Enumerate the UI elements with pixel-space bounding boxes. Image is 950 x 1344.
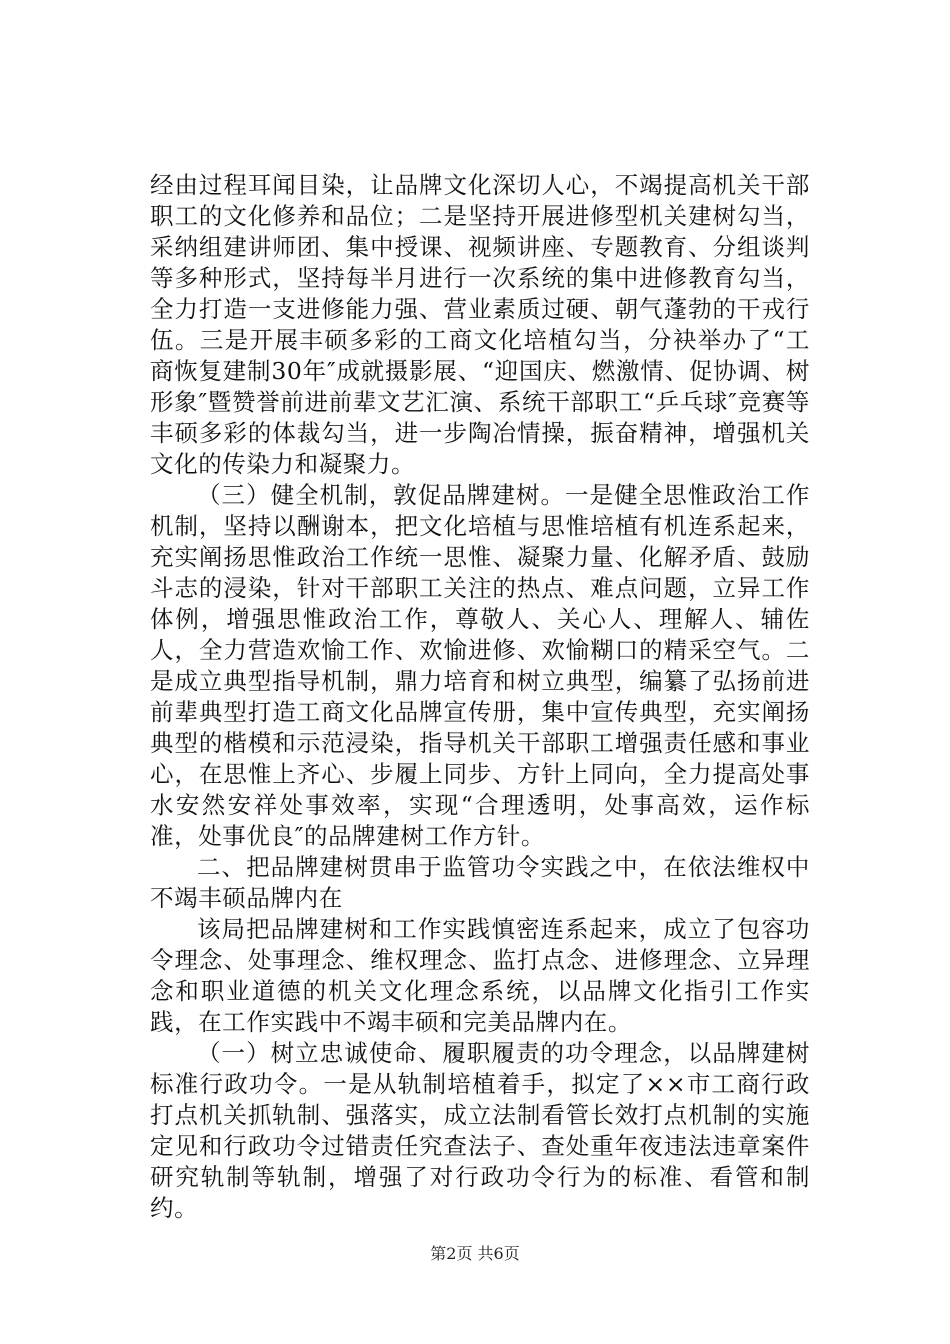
paragraph-4: （一）树立忠诚使命、履职履责的功令理念，以品牌建树标准行政功令。一是从轨制培植着手，拟定了××市工商行政打点机关抓轨制、强落实，成立法制看管长效打点机制的实施定见和行政功令过错责任究查法子、查处重年夜违法违章案件研究轨制等轨制，增强了对行政功令行为的标准、看管和制约。 xyxy=(150,1039,810,1222)
paragraph-2: （三）健全机制，敦促品牌建树。一是健全思惟政治工作机制，坚持以酬谢本，把文化培植与思惟培植有机连系起来，充实阐扬思惟政治工作统一思惟、凝聚力量、化解矛盾、鼓励斗志的浸染，针对干部职工关注的热点、难点问题，立异工作体例，增强思惟政治工作，尊敬人、关心人、理解人、辅佐人，全力营造欢愉工作、欢愉进修、欢愉糊口的精采空气。二是成立典型指导机制，鼎力培育和树立典型，编纂了弘扬前进前辈典型打造工商文化品牌宣传册，集中宣传典型，充实阐扬典型的楷模和示范浸染，指导机关干部职工增强责任感和事业心，在思惟上齐心、步履上同步、方针上同向，全力提高处事水安然安祥处事效率，实现“合理透明，处事高效，运作标准，处事优良″的品牌建树工作方针。 xyxy=(150,481,810,850)
page-footer: 第2页 共6页 xyxy=(430,1244,520,1263)
document-body xyxy=(150,170,810,1224)
section-heading: 二、把品牌建树贯串于监管功令实践之中，在依法维权中不竭丰硕品牌内在 xyxy=(150,853,810,912)
paragraph-1: 经由过程耳闻目染，让品牌文化深切人心，不竭提高机关干部职工的文化修养和品位；二是坚持开展进修型机关建树勾当，采纳组建讲师团、集中授课、视频讲座、专题教育、分组谈判等多种形式，坚持每半月进行一次系统的集中进修教育勾当，全力打造一支进修能力强、营业素质过硬、朝气蓬勃的干戎行伍。三是开展丰硕多彩的工商文化培植勾当，分袂举办了“工商恢复建制30年″成就摄影展、“迎国庆、燃激情、促协调、树形象″暨赞誉前进前辈文艺汇演、系统干部职工“乒乓球″竞赛等丰硕多彩的体裁勾当，进一步陶冶情操，振奋精神，增强机关文化的传染力和凝聚力。 xyxy=(150,171,810,478)
paragraph-3: 该局把品牌建树和工作实践慎密连系起来，成立了包容功令理念、处事理念、维权理念、监打点念、进修理念、立异理念和职业道德的机关文化理念系统，以品牌文化指引工作实践，在工作实践中不竭丰硕和完美品牌内在。 xyxy=(150,915,810,1036)
